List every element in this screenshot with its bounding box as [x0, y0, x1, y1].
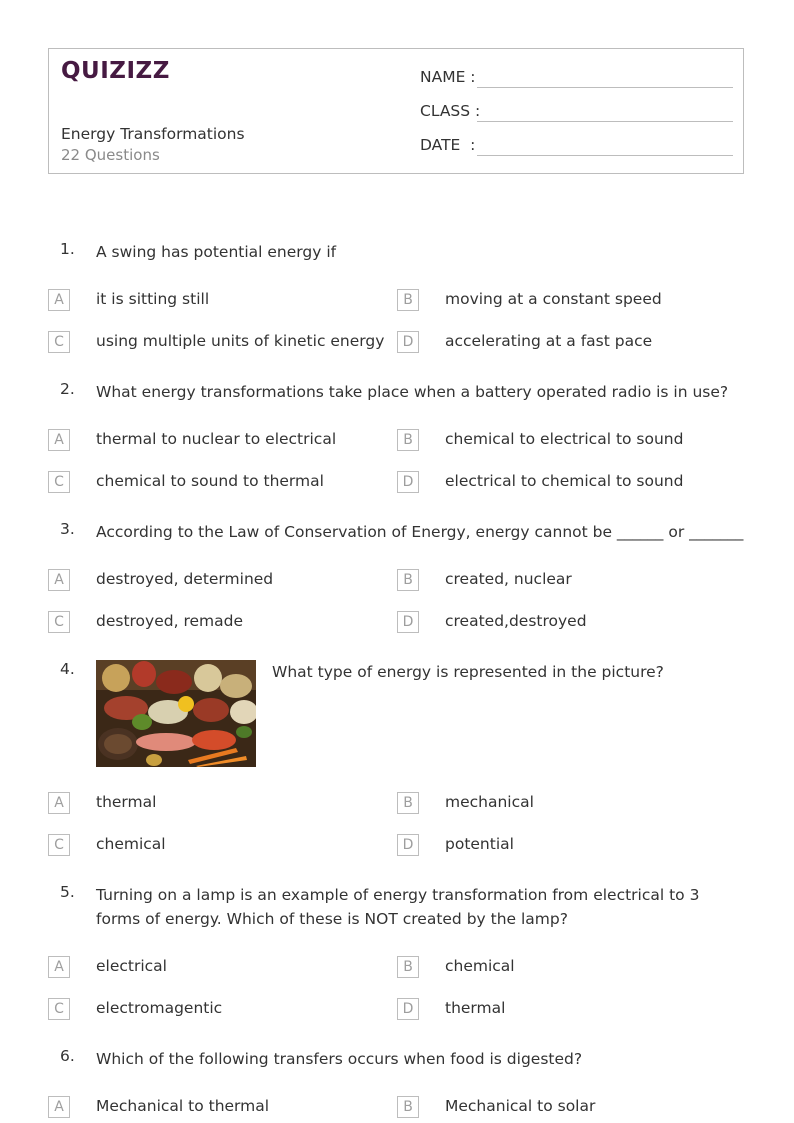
- option-letter-box: B: [397, 429, 419, 451]
- question-number: 5.: [60, 883, 75, 901]
- option-letter-box: A: [48, 1096, 70, 1118]
- option-text: created,destroyed: [445, 612, 587, 630]
- question-count: 22 Questions: [61, 146, 160, 164]
- question-number: 4.: [60, 660, 75, 678]
- option-letter-box: C: [48, 611, 70, 633]
- worksheet-title: Energy Transformations: [61, 125, 245, 143]
- question-number: 6.: [60, 1047, 75, 1065]
- option-text: Mechanical to thermal: [96, 1097, 270, 1115]
- option-text: chemical: [445, 957, 515, 975]
- option-text: electromagentic: [96, 999, 223, 1017]
- option-text: destroyed, remade: [96, 612, 243, 630]
- option-letter-box: B: [397, 1096, 419, 1118]
- question-number: 1.: [60, 240, 75, 258]
- option-text: thermal: [96, 793, 157, 811]
- option-letter-box: A: [48, 569, 70, 591]
- option-text: electrical: [96, 957, 167, 975]
- date-field[interactable]: [420, 136, 733, 160]
- name-label: NAME :: [420, 68, 476, 86]
- question-text: Which of the following transfers occurs when food is digested?: [96, 1050, 583, 1068]
- option-text: destroyed, determined: [96, 570, 274, 588]
- option-letter-box: A: [48, 289, 70, 311]
- question-number: 3.: [60, 520, 75, 538]
- option-letter-box: B: [397, 289, 419, 311]
- food-picture-illustration: [96, 660, 256, 767]
- option-text: moving at a constant speed: [445, 290, 662, 308]
- question-text: A swing has potential energy if: [96, 243, 337, 261]
- option-letter-box: D: [397, 834, 419, 856]
- date-label: DATE :: [420, 136, 476, 154]
- option-letter-box: B: [397, 956, 419, 978]
- option-letter-box: A: [48, 956, 70, 978]
- option-text: electrical to chemical to sound: [445, 472, 684, 490]
- option-text: chemical: [96, 835, 166, 853]
- name-field[interactable]: [420, 68, 733, 92]
- option-text: mechanical: [445, 793, 534, 811]
- option-text: thermal: [445, 999, 506, 1017]
- option-letter-box: B: [397, 569, 419, 591]
- class-line: [477, 121, 733, 122]
- option-text: it is sitting still: [96, 290, 210, 308]
- option-text: chemical to electrical to sound: [445, 430, 684, 448]
- food-picture: [96, 660, 256, 767]
- option-letter-box: D: [397, 331, 419, 353]
- option-letter-box: D: [397, 998, 419, 1020]
- option-text: accelerating at a fast pace: [445, 332, 653, 350]
- option-text: chemical to sound to thermal: [96, 472, 324, 490]
- option-letter-box: D: [397, 611, 419, 633]
- question-number: 2.: [60, 380, 75, 398]
- option-letter-box: C: [48, 331, 70, 353]
- option-text: using multiple units of kinetic energy: [96, 332, 385, 350]
- quizizz-logo: QUIZIZZ: [61, 58, 170, 84]
- option-letter-box: B: [397, 792, 419, 814]
- option-letter-box: C: [48, 471, 70, 493]
- question-text: Turning on a lamp is an example of energy transformation from electrical to 3 forms of energy. Which of these is NOT created by the lamp?: [96, 886, 700, 928]
- class-label: CLASS :: [420, 102, 481, 120]
- question-text: What energy transformations take place when a battery operated radio is in use?: [96, 383, 729, 401]
- question-text: According to the Law of Conservation of Energy, energy cannot be ______ or _______: [96, 523, 744, 541]
- option-text: Mechanical to solar: [445, 1097, 596, 1115]
- date-line: [477, 155, 733, 156]
- option-text: thermal to nuclear to electrical: [96, 430, 337, 448]
- option-text: potential: [445, 835, 514, 853]
- name-line: [477, 87, 733, 88]
- option-letter-box: D: [397, 471, 419, 493]
- option-letter-box: A: [48, 429, 70, 451]
- class-field[interactable]: [420, 102, 733, 126]
- option-letter-box: A: [48, 792, 70, 814]
- option-text: created, nuclear: [445, 570, 572, 588]
- option-letter-box: C: [48, 998, 70, 1020]
- option-letter-box: C: [48, 834, 70, 856]
- question-text: What type of energy is represented in the picture?: [272, 663, 664, 681]
